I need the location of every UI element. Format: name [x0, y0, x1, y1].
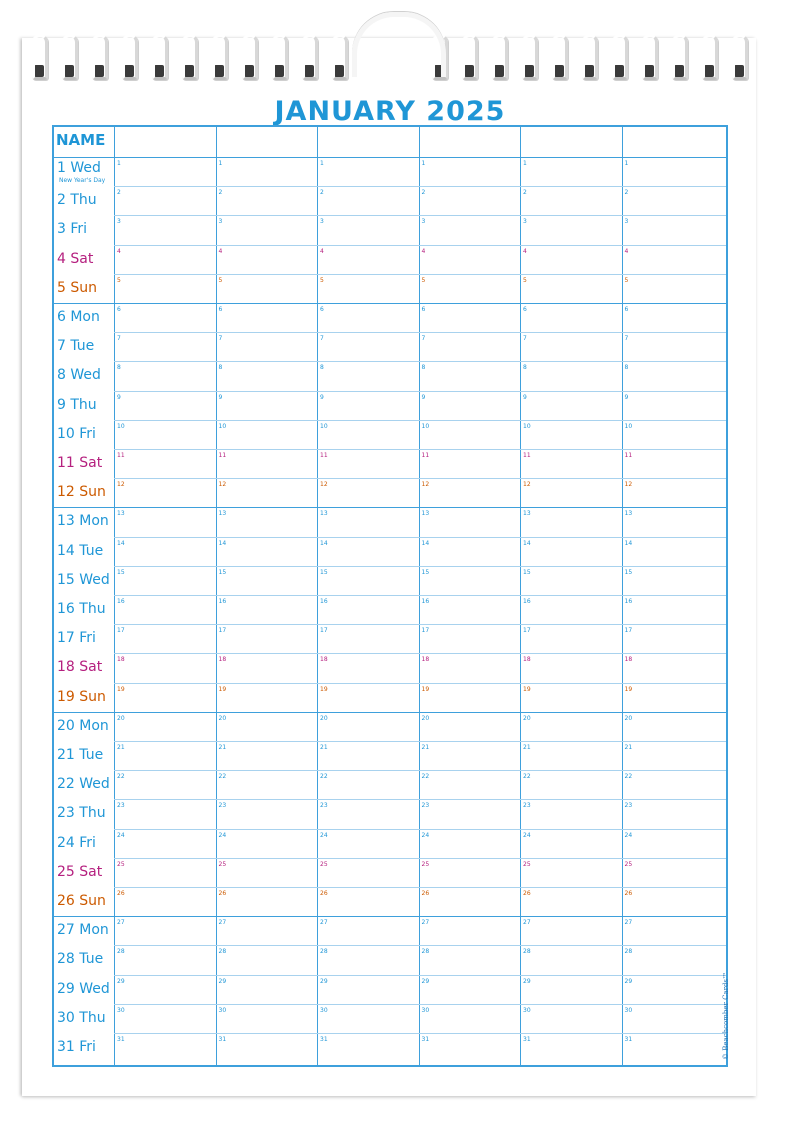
cell-day-number: 19 — [523, 685, 531, 693]
cell-day-number: 17 — [320, 627, 328, 635]
day-label: 6 Mon — [57, 309, 100, 325]
cell-day-number: 13 — [523, 510, 531, 518]
row-divider — [114, 858, 726, 859]
row-divider — [114, 361, 726, 362]
day-label: 1 Wed — [57, 160, 101, 176]
cell-day-number: 3 — [523, 218, 527, 226]
cell-day-number: 31 — [218, 1036, 227, 1043]
day-label: 8 Wed — [57, 367, 101, 384]
cell-day-number: 6 — [421, 306, 426, 313]
cell-day-number: 29 — [218, 977, 227, 985]
week-divider — [54, 303, 726, 304]
copyright-text: © Beachcomber Cards™ — [722, 971, 730, 1060]
cell-day-number: 26 — [624, 890, 633, 897]
cell-day-number: 5 — [117, 276, 121, 284]
day-label: 10 Fri — [57, 425, 96, 442]
cell-day-number: 15 — [624, 568, 633, 576]
cell-day-number: 27 — [218, 919, 227, 927]
cell-day-number: 27 — [523, 919, 531, 927]
spiral-loop — [492, 34, 508, 80]
row-divider — [114, 770, 726, 771]
cell-day-number: 26 — [421, 890, 430, 897]
row-divider — [114, 1004, 726, 1005]
cell-day-number: 15 — [218, 568, 227, 576]
month-title: JANUARY 2025 — [274, 96, 506, 127]
cell-day-number: 31 — [421, 1036, 430, 1043]
cell-day-number: 6 — [320, 306, 324, 313]
cell-day-number: 19 — [117, 685, 125, 693]
spiral-loop — [462, 34, 478, 80]
cell-day-number: 14 — [320, 539, 328, 547]
cell-day-number: 29 — [320, 977, 328, 985]
cell-day-number: 8 — [117, 364, 121, 372]
cell-day-number: 24 — [218, 831, 227, 839]
cell-day-number: 24 — [320, 831, 328, 839]
day-label: 31 Fri — [57, 1039, 96, 1055]
day-label: 27 Mon — [57, 922, 109, 939]
cell-day-number: 3 — [117, 218, 121, 226]
week-divider — [54, 916, 726, 917]
cell-day-number: 15 — [421, 568, 430, 576]
planner-grid — [52, 125, 728, 1067]
cell-day-number: 7 — [320, 335, 324, 343]
spiral-loop — [732, 34, 748, 80]
spiral-loop — [182, 34, 198, 80]
cell-day-number: 7 — [523, 335, 527, 343]
cell-day-number: 26 — [320, 890, 328, 897]
spiral-loop — [302, 34, 318, 80]
row-divider — [114, 332, 726, 333]
spiral-loop — [32, 34, 48, 80]
cell-day-number: 9 — [421, 393, 426, 401]
day-label: 18 Sat — [57, 659, 103, 676]
row-divider — [114, 566, 726, 567]
spiral-loop — [702, 34, 718, 80]
cell-day-number: 23 — [117, 802, 125, 810]
cell-day-number: 21 — [117, 744, 125, 751]
cell-day-number: 19 — [320, 685, 328, 693]
cell-day-number: 5 — [421, 276, 426, 284]
day-label: 9 Thu — [57, 396, 97, 413]
cell-day-number: 23 — [421, 802, 430, 810]
cell-day-number: 11 — [624, 452, 633, 459]
day-label: 30 Thu — [57, 1009, 106, 1026]
cell-day-number: 9 — [624, 393, 629, 401]
cell-day-number: 6 — [218, 306, 223, 313]
cell-day-number: 9 — [117, 393, 121, 401]
day-label: 26 Sun — [57, 893, 106, 909]
cell-day-number: 12 — [421, 481, 430, 489]
cell-day-number: 6 — [117, 306, 121, 313]
day-label: 3 Fri — [57, 221, 88, 238]
spiral-loop — [332, 34, 348, 80]
spiral-loop — [552, 34, 568, 80]
cell-day-number: 4 — [320, 247, 324, 255]
cell-day-number: 7 — [218, 335, 223, 343]
cell-day-number: 29 — [421, 977, 430, 985]
week-divider — [54, 507, 726, 508]
cell-day-number: 8 — [624, 364, 629, 372]
cell-day-number: 31 — [523, 1036, 531, 1043]
cell-day-number: 19 — [421, 685, 430, 693]
cell-day-number: 20 — [624, 714, 633, 722]
cell-day-number: 8 — [421, 364, 426, 372]
cell-day-number: 24 — [117, 831, 125, 839]
cell-day-number: 2 — [421, 189, 426, 197]
column-divider — [622, 127, 623, 1065]
cell-day-number: 21 — [218, 744, 227, 751]
cell-day-number: 11 — [218, 452, 227, 459]
row-divider — [114, 624, 726, 625]
cell-day-number: 13 — [117, 510, 125, 518]
cell-day-number: 31 — [320, 1036, 328, 1043]
cell-day-number: 31 — [117, 1036, 125, 1043]
cell-day-number: 1 — [320, 160, 324, 167]
cell-day-number: 2 — [117, 189, 121, 197]
cell-day-number: 7 — [624, 335, 629, 343]
cell-day-number: 16 — [117, 598, 125, 605]
cell-day-number: 23 — [523, 802, 531, 810]
name-header-label: NAME — [56, 131, 106, 149]
row-divider — [114, 215, 726, 216]
cell-day-number: 31 — [624, 1036, 633, 1043]
day-label: 14 Tue — [57, 542, 104, 559]
day-label: 5 Sun — [57, 279, 97, 296]
cell-day-number: 2 — [523, 189, 527, 197]
row-divider — [114, 186, 726, 187]
cell-day-number: 2 — [320, 189, 324, 197]
cell-day-number: 27 — [117, 919, 125, 927]
day-label: 4 Sat — [57, 250, 94, 267]
cell-day-number: 28 — [117, 948, 125, 956]
cell-day-number: 15 — [523, 568, 531, 576]
cell-day-number: 26 — [117, 890, 125, 897]
holiday-note: New Year's Day — [59, 177, 106, 184]
cell-day-number: 23 — [218, 802, 227, 810]
cell-day-number: 25 — [320, 860, 328, 868]
cell-day-number: 22 — [421, 773, 430, 781]
row-divider — [114, 887, 726, 888]
cell-day-number: 10 — [421, 422, 430, 430]
cell-day-number: 12 — [320, 481, 328, 489]
spiral-loop — [612, 34, 628, 80]
cell-day-number: 22 — [523, 773, 531, 781]
cell-day-number: 18 — [218, 656, 227, 664]
cell-day-number: 4 — [117, 247, 121, 255]
cell-day-number: 10 — [218, 422, 227, 430]
row-divider — [114, 245, 726, 246]
cell-day-number: 5 — [320, 276, 324, 284]
spiral-loop — [152, 34, 168, 80]
column-divider — [419, 127, 420, 1065]
day-label: 22 Wed — [57, 776, 110, 793]
cell-day-number: 22 — [624, 773, 633, 781]
row-divider — [114, 829, 726, 830]
cell-day-number: 21 — [421, 744, 430, 751]
row-divider — [114, 420, 726, 421]
cell-day-number: 17 — [523, 627, 531, 635]
cell-day-number: 28 — [320, 948, 328, 956]
cell-day-number: 30 — [523, 1006, 531, 1014]
cell-day-number: 24 — [624, 831, 633, 839]
cell-day-number: 2 — [218, 189, 223, 197]
column-divider — [216, 127, 217, 1065]
cell-day-number: 27 — [624, 919, 633, 927]
day-label: 24 Fri — [57, 834, 96, 851]
cell-day-number: 15 — [320, 568, 328, 576]
cell-day-number: 3 — [320, 218, 324, 226]
row-divider — [114, 1033, 726, 1034]
cell-day-number: 20 — [421, 714, 430, 722]
cell-day-number: 10 — [320, 422, 328, 430]
cell-day-number: 5 — [523, 276, 527, 284]
cell-day-number: 14 — [218, 539, 227, 547]
column-divider — [317, 127, 318, 1065]
day-label: 28 Tue — [57, 951, 104, 968]
cell-day-number: 25 — [523, 860, 531, 868]
cell-day-number: 20 — [523, 714, 531, 722]
cell-day-number: 28 — [421, 948, 430, 956]
cell-day-number: 25 — [624, 860, 633, 868]
cell-day-number: 4 — [624, 247, 629, 255]
cell-day-number: 21 — [523, 744, 531, 751]
cell-day-number: 10 — [523, 422, 531, 430]
cell-day-number: 7 — [421, 335, 426, 343]
week-divider — [54, 712, 726, 713]
cell-day-number: 12 — [523, 481, 531, 489]
cell-day-number: 27 — [421, 919, 430, 927]
cell-day-number: 5 — [218, 276, 223, 284]
cell-day-number: 17 — [218, 627, 227, 635]
day-label: 15 Wed — [57, 571, 110, 588]
cell-day-number: 13 — [624, 510, 633, 518]
cell-day-number: 30 — [117, 1006, 125, 1014]
cell-day-number: 24 — [523, 831, 531, 839]
day-label: 19 Sun — [57, 688, 106, 705]
cell-day-number: 11 — [523, 452, 531, 459]
day-label: 21 Tue — [57, 747, 104, 763]
cell-day-number: 11 — [320, 452, 328, 459]
cell-day-number: 21 — [624, 744, 633, 751]
day-label: 2 Thu — [57, 192, 97, 209]
cell-day-number: 12 — [218, 481, 227, 489]
cell-day-number: 19 — [624, 685, 633, 693]
spiral-loop — [62, 34, 78, 80]
cell-day-number: 11 — [117, 452, 125, 459]
cell-day-number: 7 — [117, 335, 121, 343]
cell-day-number: 26 — [218, 890, 227, 897]
cell-day-number: 10 — [117, 422, 125, 430]
cell-day-number: 14 — [117, 539, 125, 547]
cell-day-number: 6 — [523, 306, 527, 313]
cell-day-number: 20 — [117, 714, 125, 722]
cell-day-number: 17 — [624, 627, 633, 635]
row-divider — [114, 274, 726, 275]
spiral-loop — [642, 34, 658, 80]
row-divider — [114, 391, 726, 392]
day-label: 29 Wed — [57, 980, 110, 997]
cell-day-number: 8 — [218, 364, 223, 372]
row-divider — [114, 975, 726, 976]
cell-day-number: 16 — [421, 598, 430, 605]
cell-day-number: 22 — [320, 773, 328, 781]
day-label: 12 Sun — [57, 484, 106, 501]
cell-day-number: 30 — [624, 1006, 633, 1014]
cell-day-number: 1 — [218, 160, 223, 167]
cell-day-number: 1 — [421, 160, 426, 167]
cell-day-number: 14 — [421, 539, 430, 547]
cell-day-number: 17 — [117, 627, 125, 635]
spiral-loop — [582, 34, 598, 80]
day-label: 17 Fri — [57, 630, 96, 647]
cell-day-number: 11 — [421, 452, 430, 459]
row-divider — [114, 683, 726, 684]
cell-day-number: 3 — [624, 218, 629, 226]
cell-day-number: 6 — [624, 306, 629, 313]
cell-day-number: 18 — [624, 656, 633, 664]
spiral-loop — [242, 34, 258, 80]
cell-day-number: 22 — [218, 773, 227, 781]
cell-day-number: 17 — [421, 627, 430, 635]
cell-day-number: 29 — [624, 977, 633, 985]
cell-day-number: 25 — [421, 860, 430, 868]
cell-day-number: 16 — [523, 598, 531, 605]
spiral-loop — [672, 34, 688, 80]
cell-day-number: 30 — [421, 1006, 430, 1014]
column-divider — [114, 127, 115, 1065]
day-label: 7 Tue — [57, 338, 95, 355]
day-label: 16 Thu — [57, 601, 106, 617]
cell-day-number: 28 — [624, 948, 633, 956]
cell-day-number: 2 — [624, 189, 629, 197]
cell-day-number: 4 — [523, 247, 527, 255]
day-label: 20 Mon — [57, 717, 109, 734]
cell-day-number: 18 — [117, 656, 125, 664]
cell-day-number: 3 — [421, 218, 426, 226]
cell-day-number: 14 — [624, 539, 633, 547]
cell-day-number: 13 — [421, 510, 430, 518]
cell-day-number: 1 — [117, 160, 121, 167]
cell-day-number: 26 — [523, 890, 531, 897]
row-divider — [114, 595, 726, 596]
cell-day-number: 24 — [421, 831, 430, 839]
cell-day-number: 1 — [523, 160, 527, 167]
cell-day-number: 13 — [218, 510, 227, 518]
cell-day-number: 28 — [523, 948, 531, 956]
cell-day-number: 9 — [320, 393, 324, 401]
cell-day-number: 13 — [320, 510, 328, 518]
cell-day-number: 21 — [320, 744, 328, 751]
header-divider — [54, 157, 726, 158]
cell-day-number: 29 — [117, 977, 125, 985]
row-divider — [114, 741, 726, 742]
cell-day-number: 25 — [117, 860, 125, 868]
cell-day-number: 30 — [320, 1006, 328, 1014]
column-divider — [520, 127, 521, 1065]
spiral-loop — [122, 34, 138, 80]
cell-day-number: 12 — [624, 481, 633, 489]
cell-day-number: 20 — [218, 714, 227, 722]
cell-day-number: 12 — [117, 481, 125, 489]
cell-day-number: 20 — [320, 714, 328, 722]
cell-day-number: 3 — [218, 218, 223, 226]
cell-day-number: 30 — [218, 1006, 227, 1014]
cell-day-number: 23 — [624, 802, 633, 810]
cell-day-number: 22 — [117, 773, 125, 781]
day-label: 13 Mon — [57, 513, 109, 530]
cell-day-number: 25 — [218, 860, 227, 868]
cell-day-number: 8 — [523, 364, 527, 372]
cell-day-number: 27 — [320, 919, 328, 927]
spiral-loop — [522, 34, 538, 80]
cell-day-number: 4 — [421, 247, 426, 255]
cell-day-number: 5 — [624, 276, 629, 284]
wire-hanger — [352, 12, 446, 77]
spiral-loop — [272, 34, 288, 80]
cell-day-number: 18 — [523, 656, 531, 664]
day-label: 23 Thu — [57, 805, 106, 822]
row-divider — [114, 537, 726, 538]
cell-day-number: 18 — [320, 656, 328, 664]
cell-day-number: 8 — [320, 364, 324, 372]
cell-day-number: 14 — [523, 539, 531, 547]
cell-day-number: 28 — [218, 948, 227, 956]
row-divider — [114, 653, 726, 654]
cell-day-number: 16 — [218, 598, 227, 605]
cell-day-number: 4 — [218, 247, 223, 255]
day-label: 11 Sat — [57, 455, 103, 471]
cell-day-number: 15 — [117, 568, 125, 576]
cell-day-number: 29 — [523, 977, 531, 985]
cell-day-number: 10 — [624, 422, 633, 430]
row-divider — [114, 478, 726, 479]
cell-day-number: 18 — [421, 656, 430, 664]
cell-day-number: 16 — [320, 598, 328, 605]
row-divider — [114, 945, 726, 946]
cell-day-number: 9 — [218, 393, 223, 401]
row-divider — [114, 449, 726, 450]
row-divider — [114, 799, 726, 800]
spiral-loop — [92, 34, 108, 80]
cell-day-number: 1 — [624, 160, 629, 167]
cell-day-number: 23 — [320, 802, 328, 810]
cell-day-number: 16 — [624, 598, 633, 605]
spiral-loop — [212, 34, 228, 80]
cell-day-number: 19 — [218, 685, 227, 693]
cell-day-number: 9 — [523, 393, 527, 401]
day-label: 25 Sat — [57, 863, 103, 880]
